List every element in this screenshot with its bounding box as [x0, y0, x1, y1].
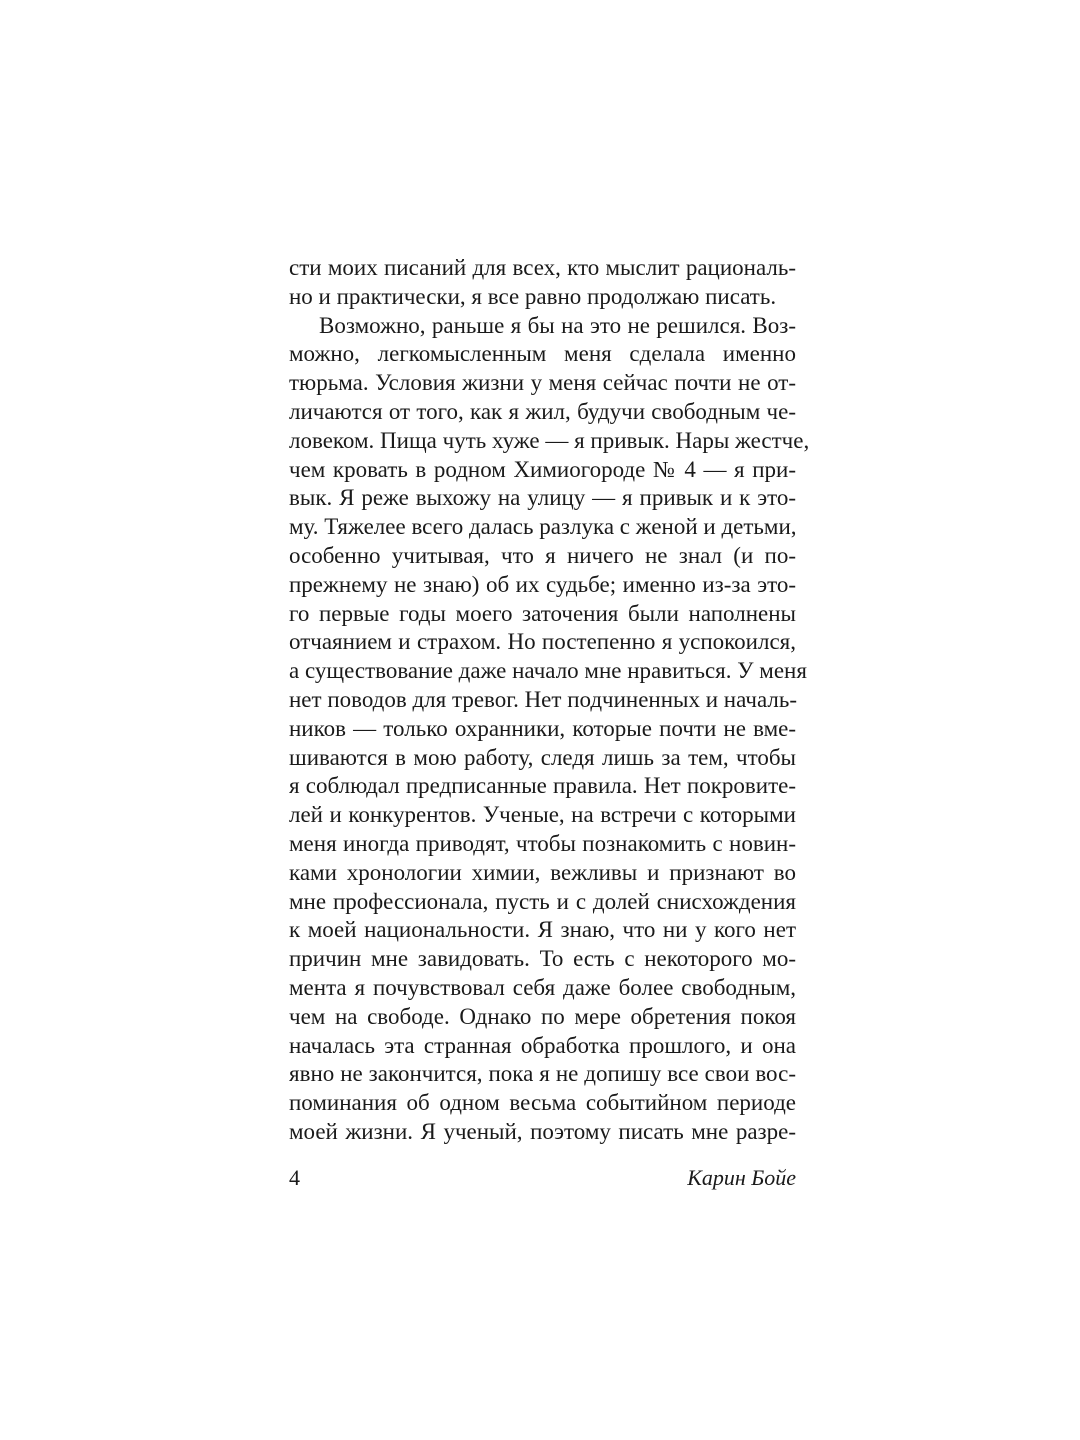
text-line: можно, легкомысленным меня сделала именно — [289, 341, 796, 367]
text-line: поминания об одном весьма событийном периоде — [289, 1090, 796, 1116]
text-line: но и практически, я все равно продолжаю писать. — [289, 283, 777, 309]
running-footer-author: Карин Бойе — [687, 1165, 796, 1190]
text-line: ников — только охранники, которые почти не вме- — [289, 715, 796, 741]
text-line: Возможно, раньше я бы на это не решился. Воз- — [319, 312, 796, 338]
text-line: тюрьма. Условия жизни у меня сейчас почти не от- — [289, 370, 796, 396]
text-line: началась эта странная обработка прошлого, и она — [289, 1032, 796, 1058]
text-line: мне профессионала, пусть и с долей снисхождения — [289, 888, 796, 914]
text-line: к моей национальности. Я знаю, что ни у кого нет — [289, 917, 796, 943]
text-line: чем на свободе. Однако по мере обретения покоя — [289, 1003, 796, 1029]
text-line: явно не закончится, пока я не допишу все свои вос- — [289, 1061, 796, 1087]
text-line: мента я почувствовал себя даже более свободным, — [289, 974, 796, 1000]
text-line: чем кровать в родном Химиогороде № 4 — я при- — [289, 456, 796, 482]
text-line: моей жизни. Я ученый, поэтому писать мне разре- — [289, 1118, 796, 1144]
text-line: го первые годы моего заточения были наполнены — [289, 600, 796, 626]
text-line: сти моих писаний для всех, кто мыслит рациональ- — [289, 255, 796, 280]
text-line: ками хронологии химии, вежливы и признают во — [289, 859, 796, 885]
paragraph — [289, 312, 810, 1147]
text-line: а существование даже начало мне нравиться. У меня — [289, 658, 807, 684]
text-line: причин мне завидовать. То есть с некоторого мо- — [289, 946, 796, 972]
text-line: нет поводов для тревог. Нет подчиненных и началь- — [289, 686, 798, 712]
text-line: му. Тяжелее всего далась разлука с женой и детьми, — [289, 514, 797, 540]
text-line: ловеком. Пища чуть хуже — я привык. Нары жестче, — [289, 427, 810, 453]
text-line: я соблюдал предписанные правила. Нет покровите- — [289, 773, 796, 799]
page-number: 4 — [289, 1165, 300, 1190]
text-line: отчаянием и страхом. Но постепенно я успокоился, — [289, 629, 796, 655]
text-line: личаются от того, как я жил, будучи свободным че- — [289, 398, 796, 424]
text-line: вык. Я реже выхожу на улицу — я привык и к это- — [289, 485, 796, 511]
text-line: шиваются в мою работу, следя лишь за тем, чтобы — [289, 744, 796, 770]
text-line: лей и конкурентов. Ученые, на встречи с которыми — [289, 802, 796, 828]
text-line: особенно учитывая, что я ничего не знал (и по- — [289, 542, 796, 568]
text-line: меня иногда приводят, чтобы познакомить с новин- — [289, 830, 796, 856]
paragraph-continued — [289, 254, 796, 312]
page-footer — [289, 1163, 796, 1193]
text-line: прежнему не знаю) об их судьбе; именно из-за это- — [289, 571, 796, 597]
body-text — [289, 254, 810, 1147]
